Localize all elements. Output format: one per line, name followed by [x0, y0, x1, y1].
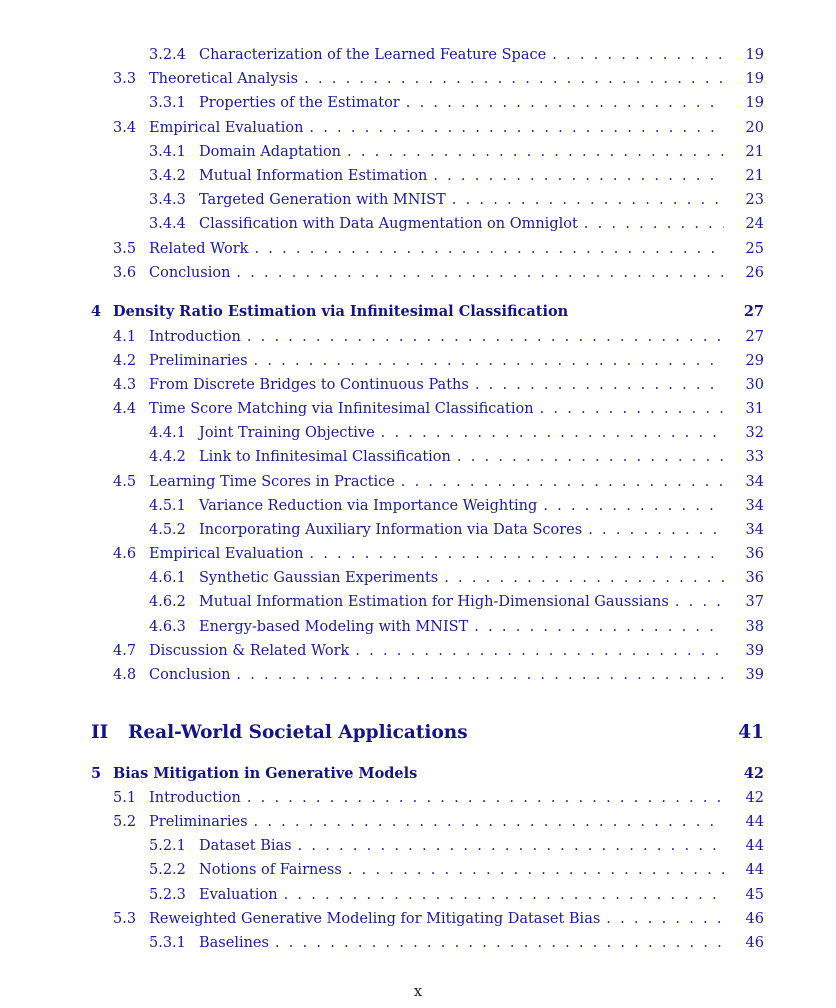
toc-entry-number: 4.2 — [113, 353, 137, 369]
toc-entry-4-5-1[interactable] — [149, 496, 764, 516]
dot-leader — [474, 617, 724, 637]
toc-entry-number: 4.5.2 — [149, 522, 186, 538]
toc-entry-page: 46 — [745, 935, 764, 951]
toc-entry-title: Baselines — [199, 935, 269, 951]
toc-entry-page: 26 — [745, 265, 764, 281]
toc-part-2[interactable] — [91, 720, 764, 746]
toc-entry-number: 3.5 — [113, 241, 137, 257]
toc-entry-number: 4.6.3 — [149, 619, 186, 635]
toc-entry-number: 3.4.2 — [149, 168, 186, 184]
dot-leader — [606, 909, 724, 929]
toc-entry-number: 4.8 — [113, 667, 137, 683]
toc-entry-3-5[interactable] — [113, 239, 764, 259]
toc-entry-number: 5.2.2 — [149, 862, 186, 878]
toc-entry-3-4-4[interactable] — [149, 214, 764, 234]
toc-entry-page: 44 — [745, 814, 764, 830]
toc-chapter-5[interactable] — [91, 764, 764, 784]
toc-entry-page: 42 — [745, 790, 764, 806]
dot-leader — [247, 788, 724, 808]
toc-entry-title: Reweighted Generative Modeling for Mitigating Dataset Bias — [149, 911, 601, 927]
toc-entry-title: Introduction — [149, 329, 241, 345]
toc-entry-5-1[interactable] — [113, 788, 764, 808]
toc-entry-number: 5.2 — [113, 814, 137, 830]
toc-entry-page: 39 — [745, 643, 764, 659]
dot-leader — [254, 239, 724, 259]
toc-entry-3-4-1[interactable] — [149, 142, 764, 162]
toc-entry-page: 38 — [745, 619, 764, 635]
toc-entry-page: 34 — [745, 522, 764, 538]
dot-leader — [444, 568, 724, 588]
toc-entry-number: 3.2.4 — [149, 47, 186, 63]
toc-entry-title: Real-World Societal Applications — [128, 722, 468, 743]
toc-entry-4-6-3[interactable] — [149, 617, 764, 637]
toc-entry-page: 36 — [745, 570, 764, 586]
toc-entry-5-3[interactable] — [113, 909, 764, 929]
dot-leader — [348, 860, 724, 880]
toc-entry-title: Density Ratio Estimation via Infinitesimal Classification — [113, 303, 569, 320]
toc-entry-page: 23 — [745, 192, 764, 208]
dot-leader — [457, 447, 724, 467]
toc-entry-title: Discussion & Related Work — [149, 643, 350, 659]
dot-leader — [254, 351, 724, 371]
dot-leader — [355, 641, 724, 661]
toc-entry-title: Notions of Fairness — [199, 862, 342, 878]
toc-entry-5-2-1[interactable] — [149, 836, 764, 856]
dot-leader — [675, 592, 724, 612]
toc-entry-4-4-2[interactable] — [149, 447, 764, 467]
toc-entry-title: Time Score Matching via Infinitesimal Classification — [149, 401, 534, 417]
toc-entry-page: 19 — [745, 71, 764, 87]
page-number-footer: x — [413, 984, 423, 1000]
toc-entry-number: 4.5.1 — [149, 498, 186, 514]
toc-entry-4-4[interactable] — [113, 399, 764, 419]
toc-entry-4-1[interactable] — [113, 327, 764, 347]
toc-entry-title: Joint Training Objective — [199, 425, 375, 441]
dot-leader — [433, 166, 724, 186]
toc-entry-page: 34 — [745, 498, 764, 514]
toc-entry-number: 4.4.1 — [149, 425, 186, 441]
toc-entry-title: Theoretical Analysis — [149, 71, 299, 87]
toc-entry-4-6-1[interactable] — [149, 568, 764, 588]
toc-entry-3-2-4[interactable] — [149, 45, 764, 65]
toc-entry-number: 4.1 — [113, 329, 137, 345]
toc-entry-title: Synthetic Gaussian Experiments — [199, 570, 439, 586]
dot-leader — [552, 45, 724, 65]
toc-entry-number: 4.6.2 — [149, 594, 186, 610]
toc-entry-4-2[interactable] — [113, 351, 764, 371]
toc-entry-number: 4 — [91, 303, 102, 320]
dot-leader — [381, 423, 724, 443]
toc-entry-4-6[interactable] — [113, 544, 764, 564]
toc-entry-title: Incorporating Auxiliary Information via Data Scores — [199, 522, 583, 538]
toc-entry-page: 25 — [745, 241, 764, 257]
toc-entry-title: Learning Time Scores in Practice — [149, 474, 395, 490]
toc-entry-4-7[interactable] — [113, 641, 764, 661]
toc-entry-page: 41 — [738, 722, 764, 743]
toc-entry-title: Related Work — [149, 241, 249, 257]
toc-entry-number: 4.6 — [113, 546, 137, 562]
toc-entry-page: 44 — [745, 862, 764, 878]
dot-leader — [236, 263, 724, 283]
dot-leader — [347, 142, 724, 162]
toc-entry-number: 3.4.3 — [149, 192, 186, 208]
toc-entry-title: Empirical Evaluation — [149, 120, 304, 136]
toc-entry-title: Properties of the Estimator — [199, 95, 400, 111]
toc-entry-page: 31 — [745, 401, 764, 417]
toc-entry-title: Domain Adaptation — [199, 144, 342, 160]
toc-entry-page: 21 — [745, 144, 764, 160]
toc-entry-number: 3.4.4 — [149, 216, 186, 232]
toc-entry-3-4-3[interactable] — [149, 190, 764, 210]
dot-leader — [247, 327, 724, 347]
toc-entry-title: Bias Mitigation in Generative Models — [113, 765, 418, 782]
toc-entry-page: 27 — [743, 303, 764, 320]
dot-leader — [309, 118, 724, 138]
toc-entry-4-4-1[interactable] — [149, 423, 764, 443]
toc-entry-page: 34 — [745, 474, 764, 490]
dot-leader — [254, 812, 724, 832]
toc-entry-title: Energy-based Modeling with MNIST — [199, 619, 469, 635]
toc-entry-4-5[interactable] — [113, 472, 764, 492]
toc-entry-number: 4.6.1 — [149, 570, 186, 586]
dot-leader — [236, 665, 724, 685]
toc-entry-title: Characterization of the Learned Feature Space — [199, 47, 547, 63]
toc-entry-number: 5.3.1 — [149, 935, 186, 951]
dot-leader — [588, 520, 724, 540]
toc-entry-number: 4.4 — [113, 401, 137, 417]
toc-entry-page: 33 — [745, 449, 764, 465]
toc-entry-title: Preliminaries — [149, 814, 248, 830]
toc-entry-5-2-3[interactable] — [149, 885, 764, 905]
toc-entry-page: 36 — [745, 546, 764, 562]
toc-entry-number: 5.1 — [113, 790, 137, 806]
toc-entry-number: 3.3 — [113, 71, 137, 87]
toc-entry-number: 5.3 — [113, 911, 137, 927]
toc-entry-page: 24 — [745, 216, 764, 232]
toc-entry-page: 19 — [745, 47, 764, 63]
dot-leader — [540, 399, 724, 419]
toc-entry-page: 45 — [745, 887, 764, 903]
toc-entry-number: 5.2.3 — [149, 887, 186, 903]
toc-entry-page: 27 — [745, 329, 764, 345]
dot-leader — [401, 472, 724, 492]
toc-entry-page: 32 — [745, 425, 764, 441]
dot-leader — [475, 375, 724, 395]
toc-entry-page: 39 — [745, 667, 764, 683]
toc-entry-title: Empirical Evaluation — [149, 546, 304, 562]
toc-entry-4-3[interactable] — [113, 375, 764, 395]
toc-entry-title: Dataset Bias — [199, 838, 292, 854]
dot-leader — [584, 214, 724, 234]
toc-entry-page: 29 — [745, 353, 764, 369]
toc-chapter-4[interactable] — [91, 302, 764, 322]
toc-entry-number: 5 — [91, 765, 102, 782]
toc-entry-4-5-2[interactable] — [149, 520, 764, 540]
toc-entry-page: 44 — [745, 838, 764, 854]
dot-leader — [309, 544, 724, 564]
toc-entry-number: 3.4.1 — [149, 144, 186, 160]
toc-entry-3-4-2[interactable] — [149, 166, 764, 186]
toc-entry-title: Targeted Generation with MNIST — [199, 192, 446, 208]
toc-entry-3-3[interactable] — [113, 69, 764, 89]
toc-entry-title: Evaluation — [199, 887, 278, 903]
toc-entry-page: 30 — [745, 377, 764, 393]
toc-entry-number: 5.2.1 — [149, 838, 186, 854]
toc-entry-5-3-1[interactable] — [149, 933, 764, 953]
toc-entry-title: Mutual Information Estimation for High-Dimensional Gaussians — [199, 594, 669, 610]
toc-entry-page: 37 — [745, 594, 764, 610]
toc-entry-title: Introduction — [149, 790, 241, 806]
toc-entry-title: Conclusion — [149, 667, 231, 683]
toc-entry-3-4[interactable] — [113, 118, 764, 138]
toc-entry-5-2[interactable] — [113, 812, 764, 832]
dot-leader — [284, 885, 724, 905]
toc-entry-number: 3.4 — [113, 120, 137, 136]
toc-entry-page: 19 — [745, 95, 764, 111]
toc-entry-page: 46 — [745, 911, 764, 927]
dot-leader — [304, 69, 724, 89]
toc-entry-4-6-2[interactable] — [149, 592, 764, 612]
toc-entry-title: From Discrete Bridges to Continuous Paths — [149, 377, 469, 393]
dot-leader — [298, 836, 724, 856]
toc-entry-3-3-1[interactable] — [149, 93, 764, 113]
toc-entry-5-2-2[interactable] — [149, 860, 764, 880]
dot-leader — [275, 933, 724, 953]
toc-entry-number: 4.7 — [113, 643, 137, 659]
toc-entry-number: 3.3.1 — [149, 95, 186, 111]
toc-entry-number: II — [91, 722, 109, 743]
toc-entry-number: 4.3 — [113, 377, 137, 393]
toc-entry-3-6[interactable] — [113, 263, 764, 283]
toc-entry-number: 4.4.2 — [149, 449, 186, 465]
dot-leader — [452, 190, 724, 210]
toc-entry-title: Variance Reduction via Importance Weighting — [199, 498, 538, 514]
toc-entry-number: 3.6 — [113, 265, 137, 281]
toc-entry-title: Conclusion — [149, 265, 231, 281]
toc-entry-number: 4.5 — [113, 474, 137, 490]
dot-leader — [543, 496, 724, 516]
toc-entry-title: Classification with Data Augmentation on Omniglot — [199, 216, 578, 232]
dot-leader — [406, 93, 724, 113]
toc-entry-4-8[interactable] — [113, 665, 764, 685]
toc-entry-title: Preliminaries — [149, 353, 248, 369]
toc-entry-page: 20 — [745, 120, 764, 136]
toc-entry-title: Mutual Information Estimation — [199, 168, 428, 184]
toc-entry-page: 42 — [743, 765, 764, 782]
toc-entry-page: 21 — [745, 168, 764, 184]
toc-entry-title: Link to Infinitesimal Classification — [199, 449, 451, 465]
